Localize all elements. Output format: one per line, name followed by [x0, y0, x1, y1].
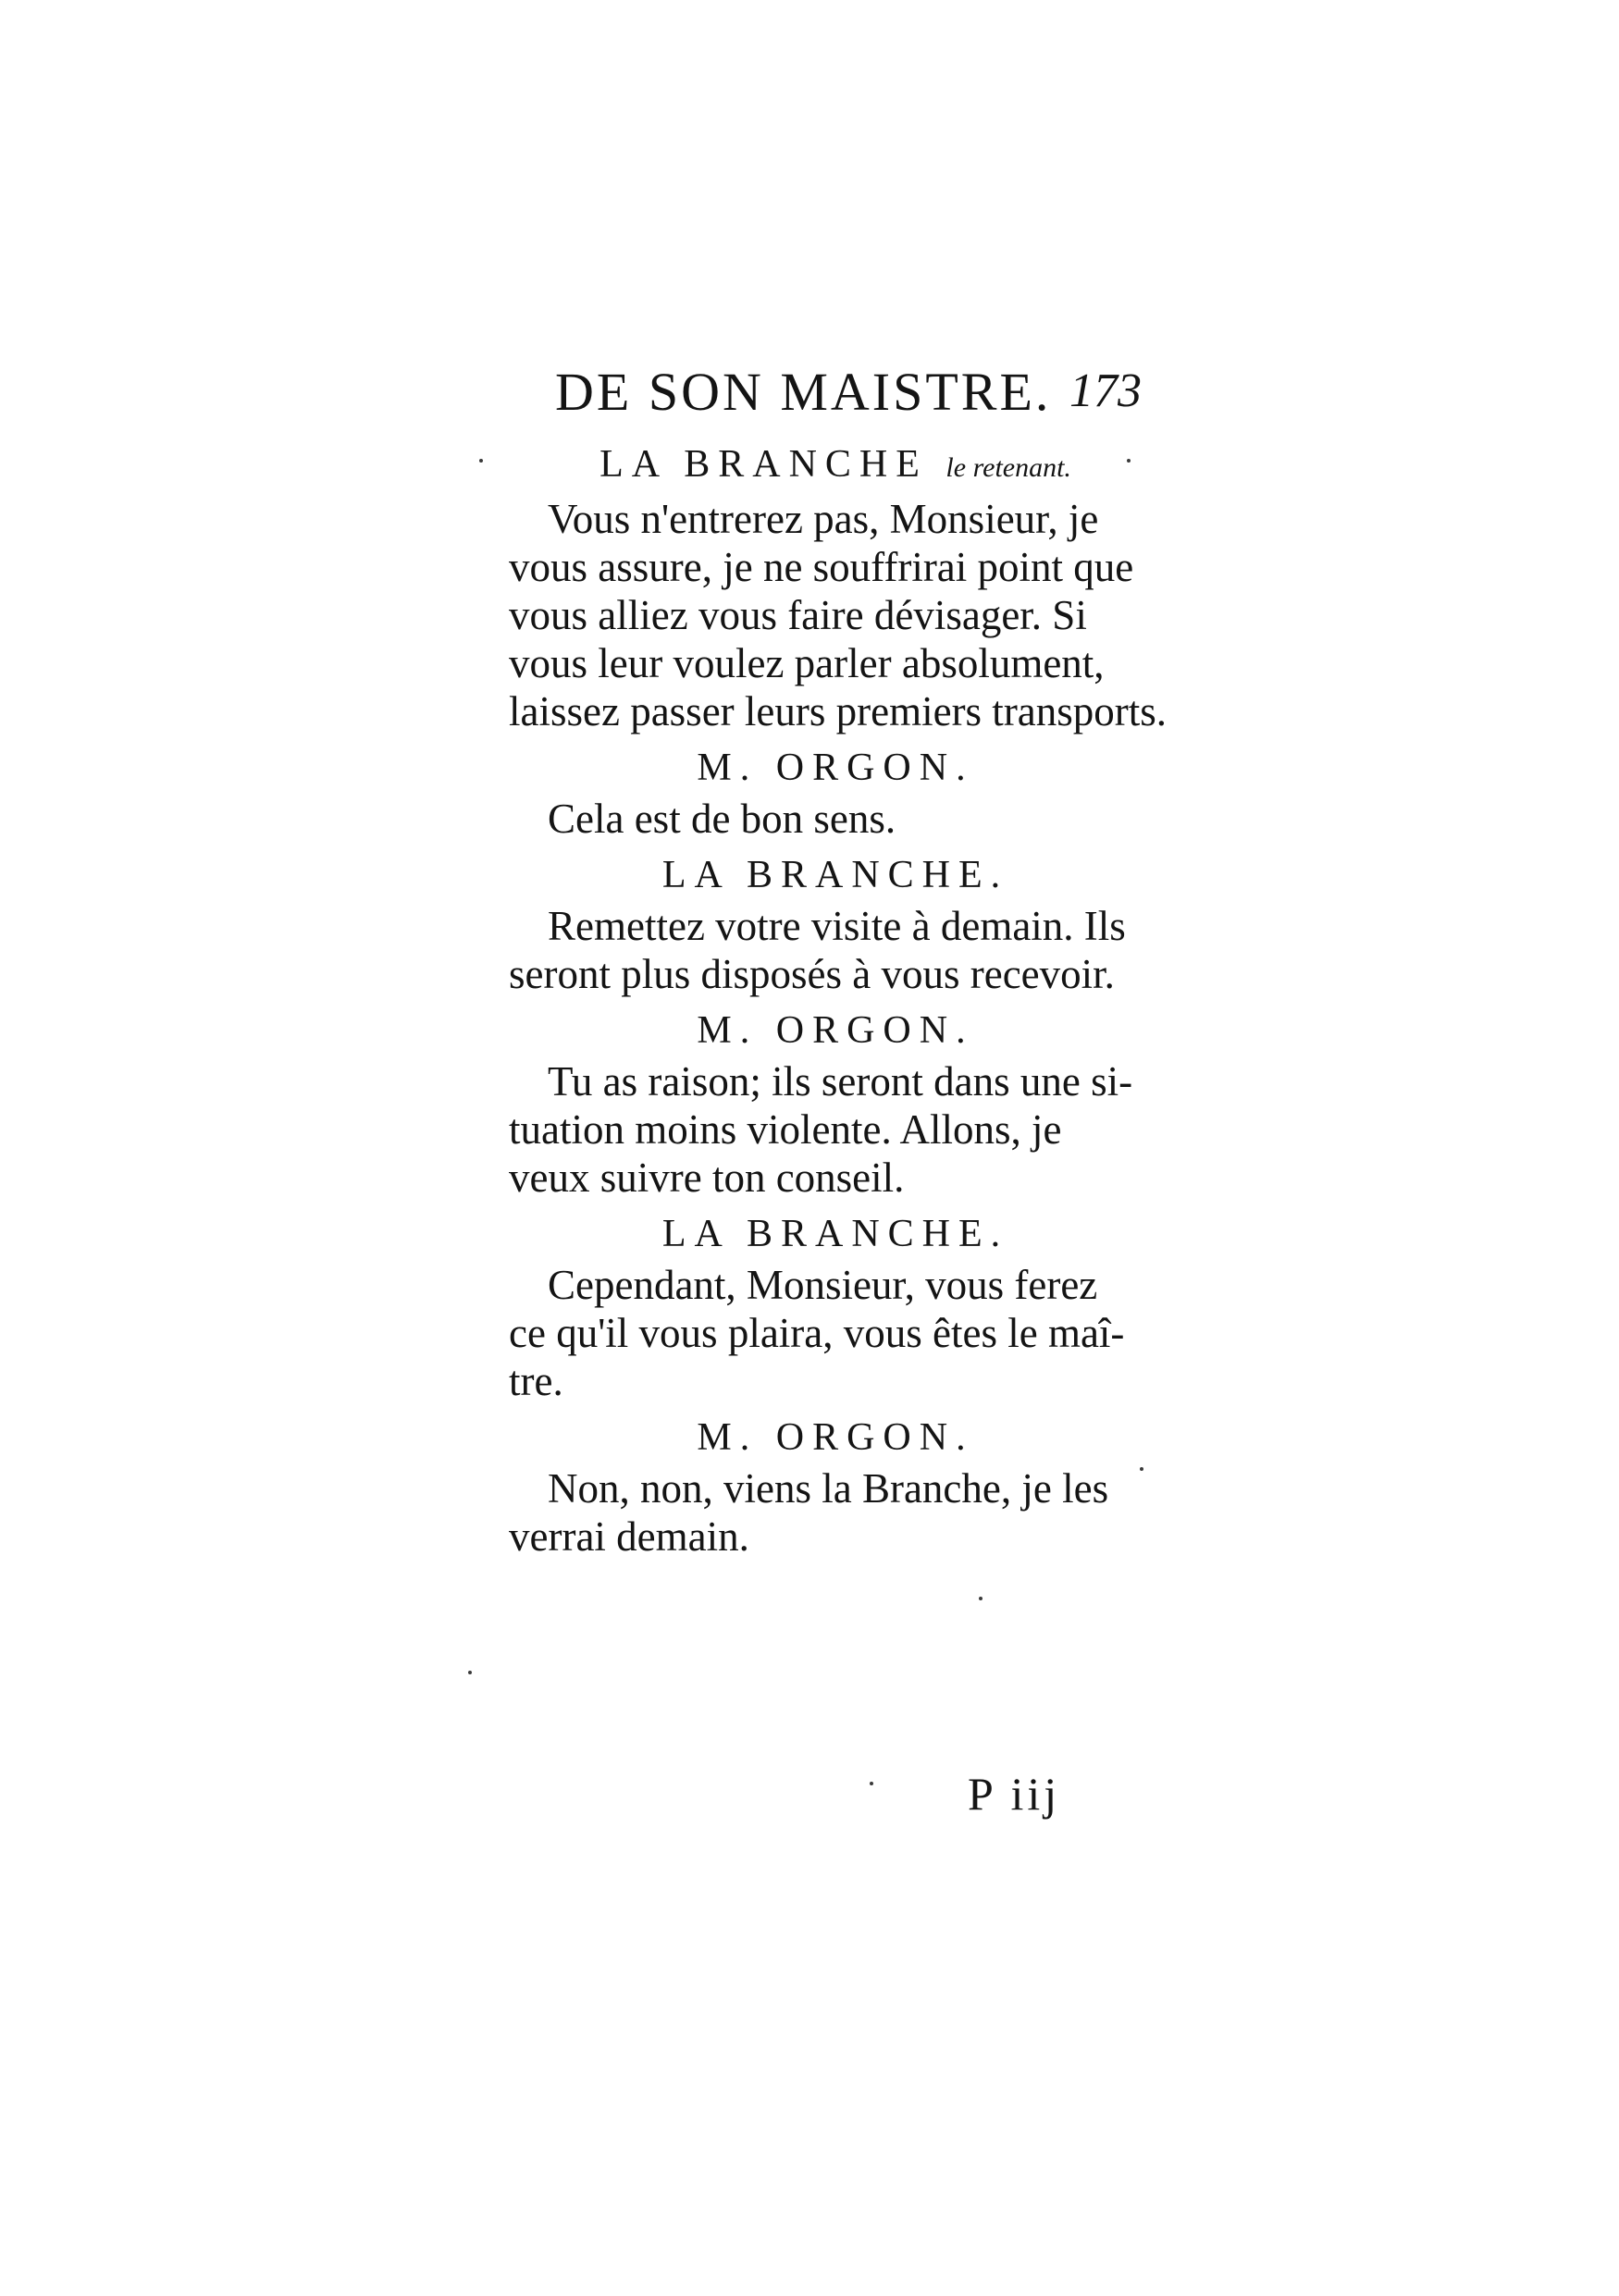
- speaker-label: M. ORGON.: [697, 1416, 974, 1459]
- speech-text: [507, 1261, 1164, 1405]
- page-number: 173: [1069, 364, 1142, 417]
- speech-line: vous assure, je ne souffrirai point que: [509, 544, 1134, 590]
- speech-line: Tu as raison; ils seront dans une si-: [548, 1058, 1133, 1105]
- scan-speck: [1140, 1467, 1143, 1471]
- speech-line: verrai demain.: [509, 1513, 749, 1560]
- scan-speck: [979, 1597, 983, 1600]
- speaker-name: [507, 741, 1164, 795]
- speech-line: Remettez votre visite à demain. Ils: [548, 903, 1126, 949]
- speech-line: Cependant, Monsieur, vous ferez: [548, 1262, 1098, 1308]
- speaker-label: M. ORGON.: [697, 747, 974, 789]
- speaker-label: M. ORGON.: [697, 1009, 974, 1052]
- dialogue-entry: [507, 1004, 1164, 1202]
- stage-direction: le retenant.: [945, 452, 1071, 483]
- speaker-label: LA BRANCHE.: [661, 1213, 1009, 1255]
- speech-line: vous alliez vous faire dévisager. Si: [509, 592, 1087, 638]
- speech-line: tuation moins violente. Allons, je: [509, 1106, 1062, 1153]
- scan-speck: [468, 1671, 472, 1674]
- dialogue-entry: [507, 1411, 1164, 1561]
- scan-speck: [479, 459, 483, 463]
- speech-text: [507, 1464, 1164, 1561]
- speaker-label: LA BRANCHE: [599, 443, 928, 486]
- dialogue-entry: [507, 741, 1164, 843]
- speaker-name: [507, 1411, 1164, 1464]
- speech-text: [507, 902, 1164, 998]
- dialogue-entry: [507, 848, 1164, 998]
- speaker-name: [507, 848, 1164, 902]
- running-head: [507, 362, 1164, 438]
- speaker-name: [507, 1207, 1164, 1261]
- speech-line: veux suivre ton conseil.: [509, 1154, 905, 1201]
- speaker-label: LA BRANCHE.: [661, 854, 1009, 896]
- speaker-name: [507, 1004, 1164, 1057]
- scan-speck: [870, 1782, 873, 1785]
- speech-line: vous leur voulez parler absolument,: [509, 640, 1105, 686]
- page-text-block: [507, 362, 1168, 1566]
- speech-line: ce qu'il vous plaira, vous êtes le maî-: [509, 1310, 1125, 1356]
- speech-line: tre.: [509, 1358, 563, 1404]
- speech-line: Non, non, viens la Branche, je les: [548, 1465, 1109, 1512]
- running-title: DE SON MAISTRE.: [555, 362, 1052, 422]
- speech-line: Cela est de bon sens.: [548, 796, 896, 842]
- speech-line: Vous n'entrerez pas, Monsieur, je: [548, 496, 1099, 542]
- speech-line: laissez passer leurs premiers transports.: [509, 688, 1168, 734]
- speech-text: [507, 1057, 1164, 1202]
- dialogue-entry: [507, 438, 1168, 735]
- speech-line: seront plus disposés à vous recevoir.: [509, 951, 1115, 997]
- speaker-name: [507, 438, 1164, 495]
- scan-speck: [1127, 459, 1131, 463]
- signature-mark: P iij: [968, 1768, 1061, 1820]
- speech-text: [507, 795, 1164, 843]
- speech-text: [507, 495, 1168, 735]
- dialogue-entry: [507, 1207, 1164, 1405]
